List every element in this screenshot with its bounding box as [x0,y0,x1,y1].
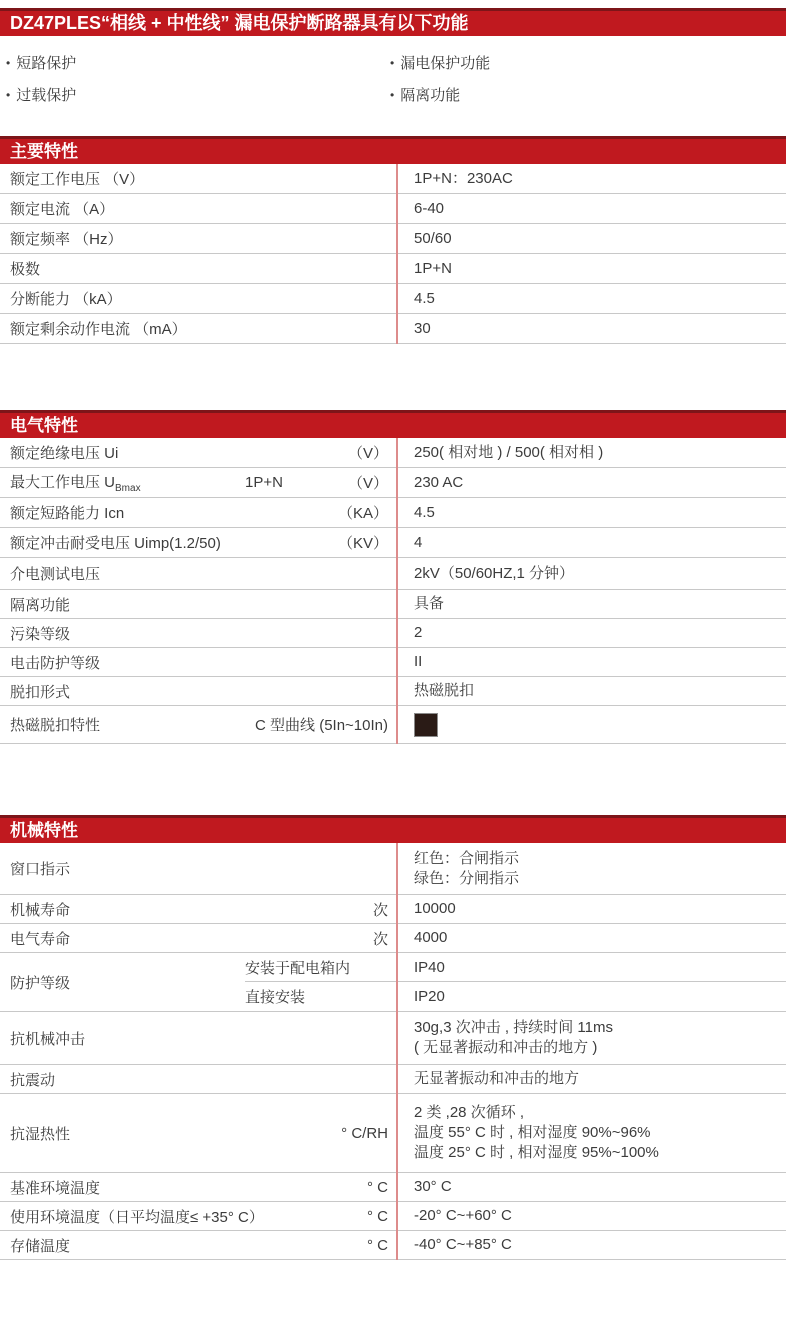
table-body [0,843,786,1260]
row-label: 电击防护等级 [10,654,101,672]
table-row [0,1231,786,1260]
table-row [0,314,786,344]
black-swatch [414,713,438,737]
row-unit: ° C [367,1236,388,1254]
row-value: 230 AC [414,473,464,491]
table-mechanical-characteristics [0,815,786,1260]
row-value: ( 无显著振动和冲击的地方 ) [414,1039,598,1056]
row-value: 30° C [414,1178,452,1195]
table-row [0,1094,786,1173]
table-row [0,1012,786,1065]
row-label: 额定短路能力 Icn [10,505,125,522]
row-value: 2kV（50/60HZ,1 分钟） [414,564,575,582]
row-unit: ° C [367,1207,388,1225]
table-row [0,1173,786,1202]
row-label: 介电测试电压 [10,566,101,583]
row-label-subscript: Bmax [115,483,141,494]
table-row [0,677,786,706]
table-row [0,953,786,1012]
row-value: -20° C~+60° C [414,1207,512,1224]
table-row [0,438,786,468]
row-label: 额定频率 （Hz） [10,231,123,248]
row-value: IP40 [414,958,445,976]
row-label: 极数 [10,261,41,278]
row-label: 防护等级 [10,974,71,992]
table-sub-row [245,953,786,982]
row-value: IP20 [414,988,445,1005]
table-row [0,1202,786,1231]
feature-item [390,52,490,73]
row-value: 50/60 [414,229,452,247]
row-label: 热磁脱扣特性 [10,717,101,734]
row-label: 额定绝缘电压 Ui [10,445,119,462]
row-label: 额定冲击耐受电压 Uimp(1.2/50) [10,535,221,552]
table-row [0,558,786,590]
row-label: 使用环境温度（日平均温度≤ +35° C） [10,1208,264,1226]
row-label: 基准环境温度 [10,1179,101,1197]
table-row [0,924,786,953]
row-unit: （KA） [337,505,388,522]
row-unit: C 型曲线 (5In~10In) [255,717,388,734]
row-value: 30g,3 次冲击 , 持续时间 11ms [414,1019,613,1036]
feature-item [6,52,76,73]
table-row [0,284,786,314]
row-unit: 次 [372,930,388,948]
feature-item [390,84,460,105]
row-label: 额定电流 （A） [10,201,115,218]
table-row [0,590,786,619]
row-value: 4.5 [414,503,435,521]
feature-label: 短路保护 [16,55,77,72]
column-divider [396,843,398,1260]
row-value: 250( 相对地 ) / 500( 相对相 ) [414,443,604,461]
row-unit: 次 [372,901,388,919]
section-title: 主要特性 [0,136,786,164]
column-divider [396,438,398,744]
bullet-icon: • [6,55,11,70]
row-label: 抗湿热性 [10,1125,71,1143]
bullet-icon: • [6,87,11,102]
row-mid-value: 直接安装 [245,989,306,1006]
row-value: 1P+N [414,259,452,277]
table-main-characteristics [0,136,786,344]
table-row [0,648,786,677]
row-label: 额定剩余动作电流 （mA） [10,321,187,338]
table-body [0,164,786,344]
row-label: 脱扣形式 [10,683,71,701]
row-value: II [414,653,423,670]
table-row [0,619,786,648]
row-value: 具备 [414,595,445,612]
row-value: 热磁脱扣 [414,682,475,699]
feature-label: 隔离功能 [400,87,461,104]
row-label: 机械寿命 [10,901,71,919]
section-title: 电气特性 [0,410,786,438]
row-label: 最大工作电压 $U_{Bmax}$ [10,474,141,494]
table-body [0,438,786,744]
table-sub-row [245,982,786,1011]
table-row [0,224,786,254]
table-row [0,468,786,498]
row-unit: （V） [347,445,388,462]
row-mid-value: 1P+N [245,474,283,491]
row-value: 4 [414,533,423,551]
row-value: 温度 55° C 时 , 相对湿度 90%~96% [414,1124,651,1141]
row-unit: ° C [367,1178,388,1196]
feature-item [6,84,76,105]
row-value: 4000 [414,929,448,946]
row-value: 6-40 [414,199,445,217]
row-value: 10000 [414,900,456,917]
table-row [0,1065,786,1094]
row-value: 红色：合闸指示 [414,849,520,867]
column-divider [396,164,398,344]
feature-label: 过载保护 [16,87,77,104]
section-title: 机械特性 [0,815,786,843]
table-row [0,843,786,895]
row-label: 电气寿命 [10,930,71,948]
feature-label: 漏电保护功能 [400,55,491,72]
table-row [0,194,786,224]
row-value: 2 [414,624,423,641]
row-label: 抗震动 [10,1071,56,1089]
row-unit: ° C/RH [341,1124,388,1142]
row-label: 存储温度 [10,1237,71,1255]
row-value: 4.5 [414,289,435,307]
row-value: 温度 25° C 时 , 相对湿度 95%~100% [414,1144,659,1161]
row-value: 30 [414,319,431,337]
row-label: 污染等级 [10,625,71,643]
table-row [0,254,786,284]
row-label: 抗机械冲击 [10,1030,86,1048]
row-value: 2 类 ,28 次循环 , [414,1104,525,1121]
row-unit: （V） [347,475,388,492]
table-row [0,706,786,744]
table-row [0,164,786,194]
row-label: 窗口指示 [10,861,71,878]
row-label: 额定工作电压 （V） [10,171,145,188]
row-label: 隔离功能 [10,596,71,614]
row-unit: （KV） [337,535,388,552]
table-row [0,528,786,558]
bullet-icon: • [390,87,395,102]
row-value: 绿色：分闸指示 [414,869,520,887]
banner-title: DZ47PLES“相线 + 中性线” 漏电保护断路器具有以下功能 [10,13,469,33]
title-banner [0,8,786,36]
row-value: 1P+N：230AC [414,169,513,187]
table-electrical-characteristics [0,410,786,744]
row-value: -40° C~+85° C [414,1236,512,1253]
row-value: 无显著振动和冲击的地方 [414,1070,580,1087]
table-row [0,895,786,924]
row-label: 分断能力 （kA） [10,291,122,308]
row-mid-value: 安装于配电箱内 [245,959,351,977]
table-row [0,498,786,528]
bullet-icon: • [390,55,395,70]
